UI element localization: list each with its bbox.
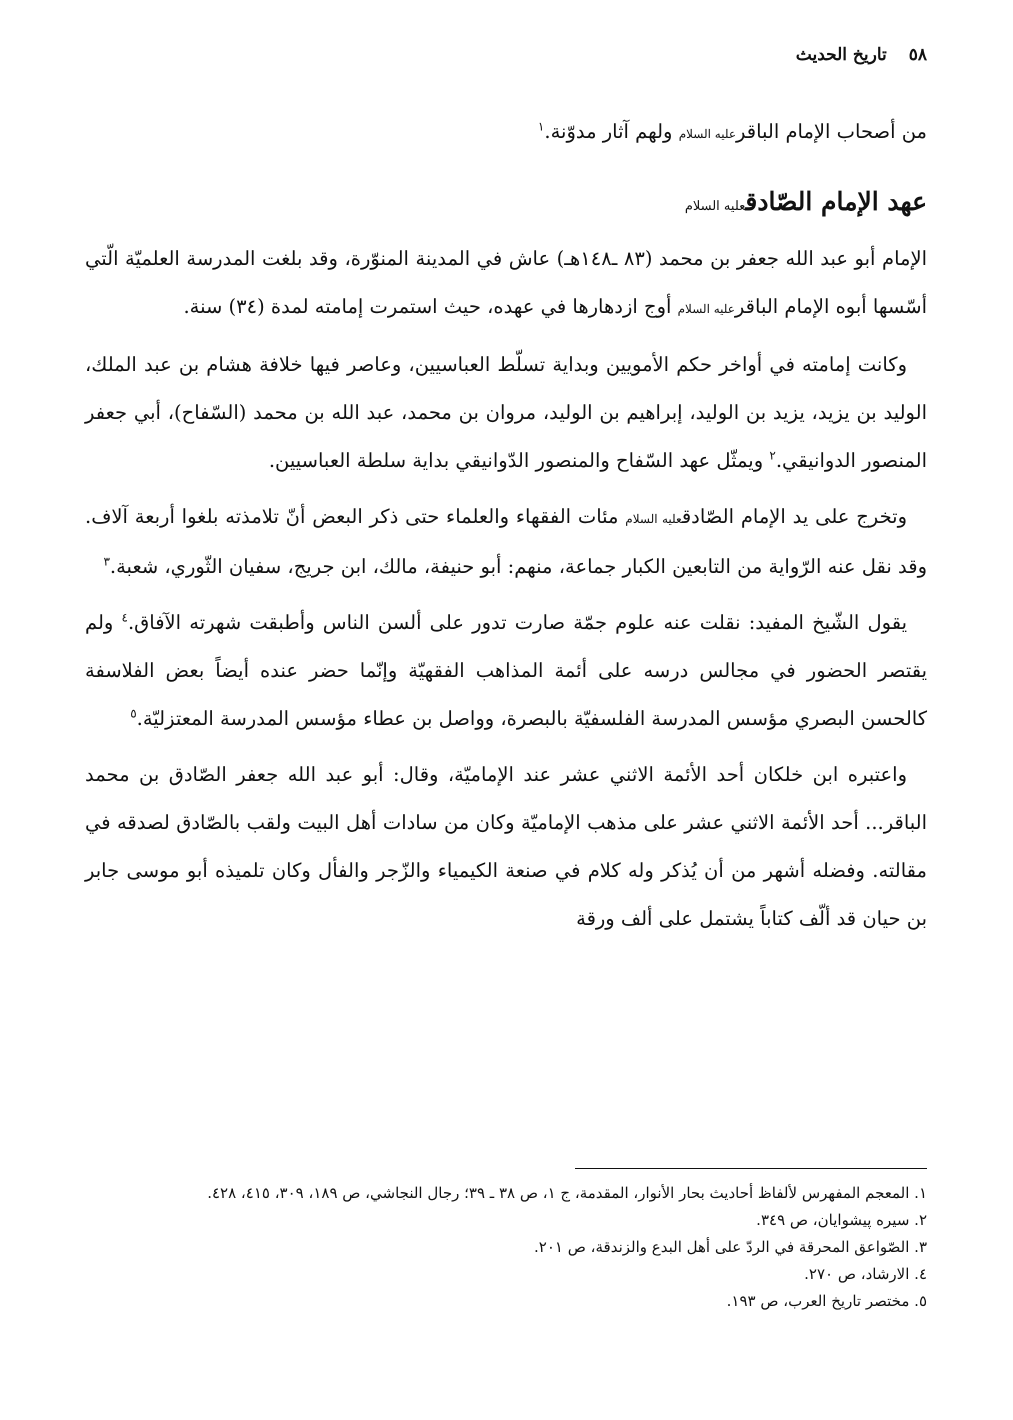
footnote-divider xyxy=(575,1168,927,1169)
paragraph xyxy=(85,751,927,943)
footnote-ref: ١ xyxy=(537,119,545,134)
paragraph xyxy=(85,341,927,485)
footnote: ٣. الصّواعق المحرقة في الردّ على أهل البدع والزندقة، ص ٢٠١. xyxy=(534,1238,927,1256)
footnotes xyxy=(85,1180,927,1315)
page-number: ٥٨ xyxy=(908,45,927,65)
honorific-symbol: عليه السلام xyxy=(684,199,746,214)
paragraph-text: مئات الفقهاء والعلماء حتى ذكر البعض أنّ تلامذته بلغوا أربعة آلاف. وقد نقل عنه الرّواية من التابعين الكبار جماعة، منهم: أبو حنيفة، مالك، ابن جريج، سفيان الثّوري، شعبة. xyxy=(85,505,927,578)
section-title: عهد الإمام الصّادق xyxy=(745,187,927,216)
running-header xyxy=(796,40,927,70)
footnote-ref: ٢ xyxy=(769,448,776,463)
paragraph-text: وكانت إمامته في أواخر حكم الأمويين وبداية تسلّط العباسيين، وعاصر فيها خلافة هشام بن عبد الملك، الوليد بن يزيد، يزيد بن الوليد، إبراهيم بن الوليد، مروان بن محمد، عبد الله بن محمد (السّفاح)، أبي جعفر المنصور الدوانيقي. xyxy=(85,353,927,472)
honorific-symbol: عليه السلام xyxy=(625,512,682,526)
footnote: ١. المعجم المفهرس لألفاظ أحاديث بحار الأنوار، المقدمة، ج ١، ص ٣٨ ـ ٣٩؛ رجال النجاشي، ص ١٨٩، ٣٠٩، ٤١٥، ٤٢٨. xyxy=(207,1184,927,1202)
paragraph xyxy=(85,493,927,591)
footnote: ٢. سيره پيشوايان، ص ٣٤٩. xyxy=(756,1211,927,1229)
paragraph-text: أوج ازدهارها في عهده، حيث استمرت إمامته لمدة (٣٤) سنة. xyxy=(183,295,678,318)
footnote-ref: ٥ xyxy=(130,706,137,721)
footnote: ٤. الارشاد، ص ٢٧٠. xyxy=(804,1265,927,1283)
intro-text-after: ولهم آثار مدوّنة. xyxy=(544,120,679,143)
paragraph-text: ويمثّل عهد السّفاح والمنصور الدّوانيقي بداية سلطة العباسيين. xyxy=(268,449,770,472)
intro-text: من أصحاب الإمام الباقر xyxy=(735,120,927,143)
main-text xyxy=(85,108,927,943)
running-title: تاريخ الحديث xyxy=(795,45,887,65)
paragraph-text: واعتبره ابن خلكان أحد الأئمة الاثني عشر عند الإماميّة، وقال: أبو عبد الله جعفر الصّادق بن محمد الباقر... أحد الأئمة الاثني عشر على مذهب الإماميّة وكان من سادات أهل البيت ولقب بالصّادق لصدقه في مقالته. وفضله أشهر من أن يُذكر وله كلام في صنعة الكيمياء والزّجر والفأل وكان تلميذه أبو موسى جابر بن حيان قد ألّف كتاباً يشتمل على ألف ورقة xyxy=(85,763,927,930)
intro-line xyxy=(85,108,927,158)
footnote: ٥. مختصر تاريخ العرب، ص ١٩٣. xyxy=(726,1292,927,1310)
footnote-ref: ٣ xyxy=(103,554,110,569)
section-heading xyxy=(85,178,927,231)
paragraph-text: يقول الشّيخ المفيد: نقلت عنه علوم جمّة صارت تدور على ألسن الناس وأطبقت شهرته الآفاق. xyxy=(127,611,907,634)
paragraph xyxy=(85,599,927,743)
honorific-symbol: عليه السلام xyxy=(677,302,735,316)
footnote-ref: ٤ xyxy=(121,610,128,625)
paragraph-text: الإمام أبو عبد الله جعفر بن محمد (٨٣ ـ١٤٨هـ) عاش في المدينة المنوّرة، وقد بلغت المدرسة العلميّة الّتي أسّسها أبوه الإمام الباقر xyxy=(85,247,927,318)
honorific-symbol: عليه السلام xyxy=(678,127,736,141)
paragraph xyxy=(85,235,927,333)
paragraph-text: ولم يقتصر الحضور في مجالس درسه على أئمة المذاهب الفقهيّة وإنّما حضر عنده أيضاً بعض الفلاسفة كالحسن البصري مؤسس المدرسة الفلسفيّة بالبصرة، وواصل بن عطاء مؤسس المدرسة المعتزليّة. xyxy=(85,611,927,730)
paragraph-text: وتخرج على يد الإمام الصّادق xyxy=(681,505,908,528)
